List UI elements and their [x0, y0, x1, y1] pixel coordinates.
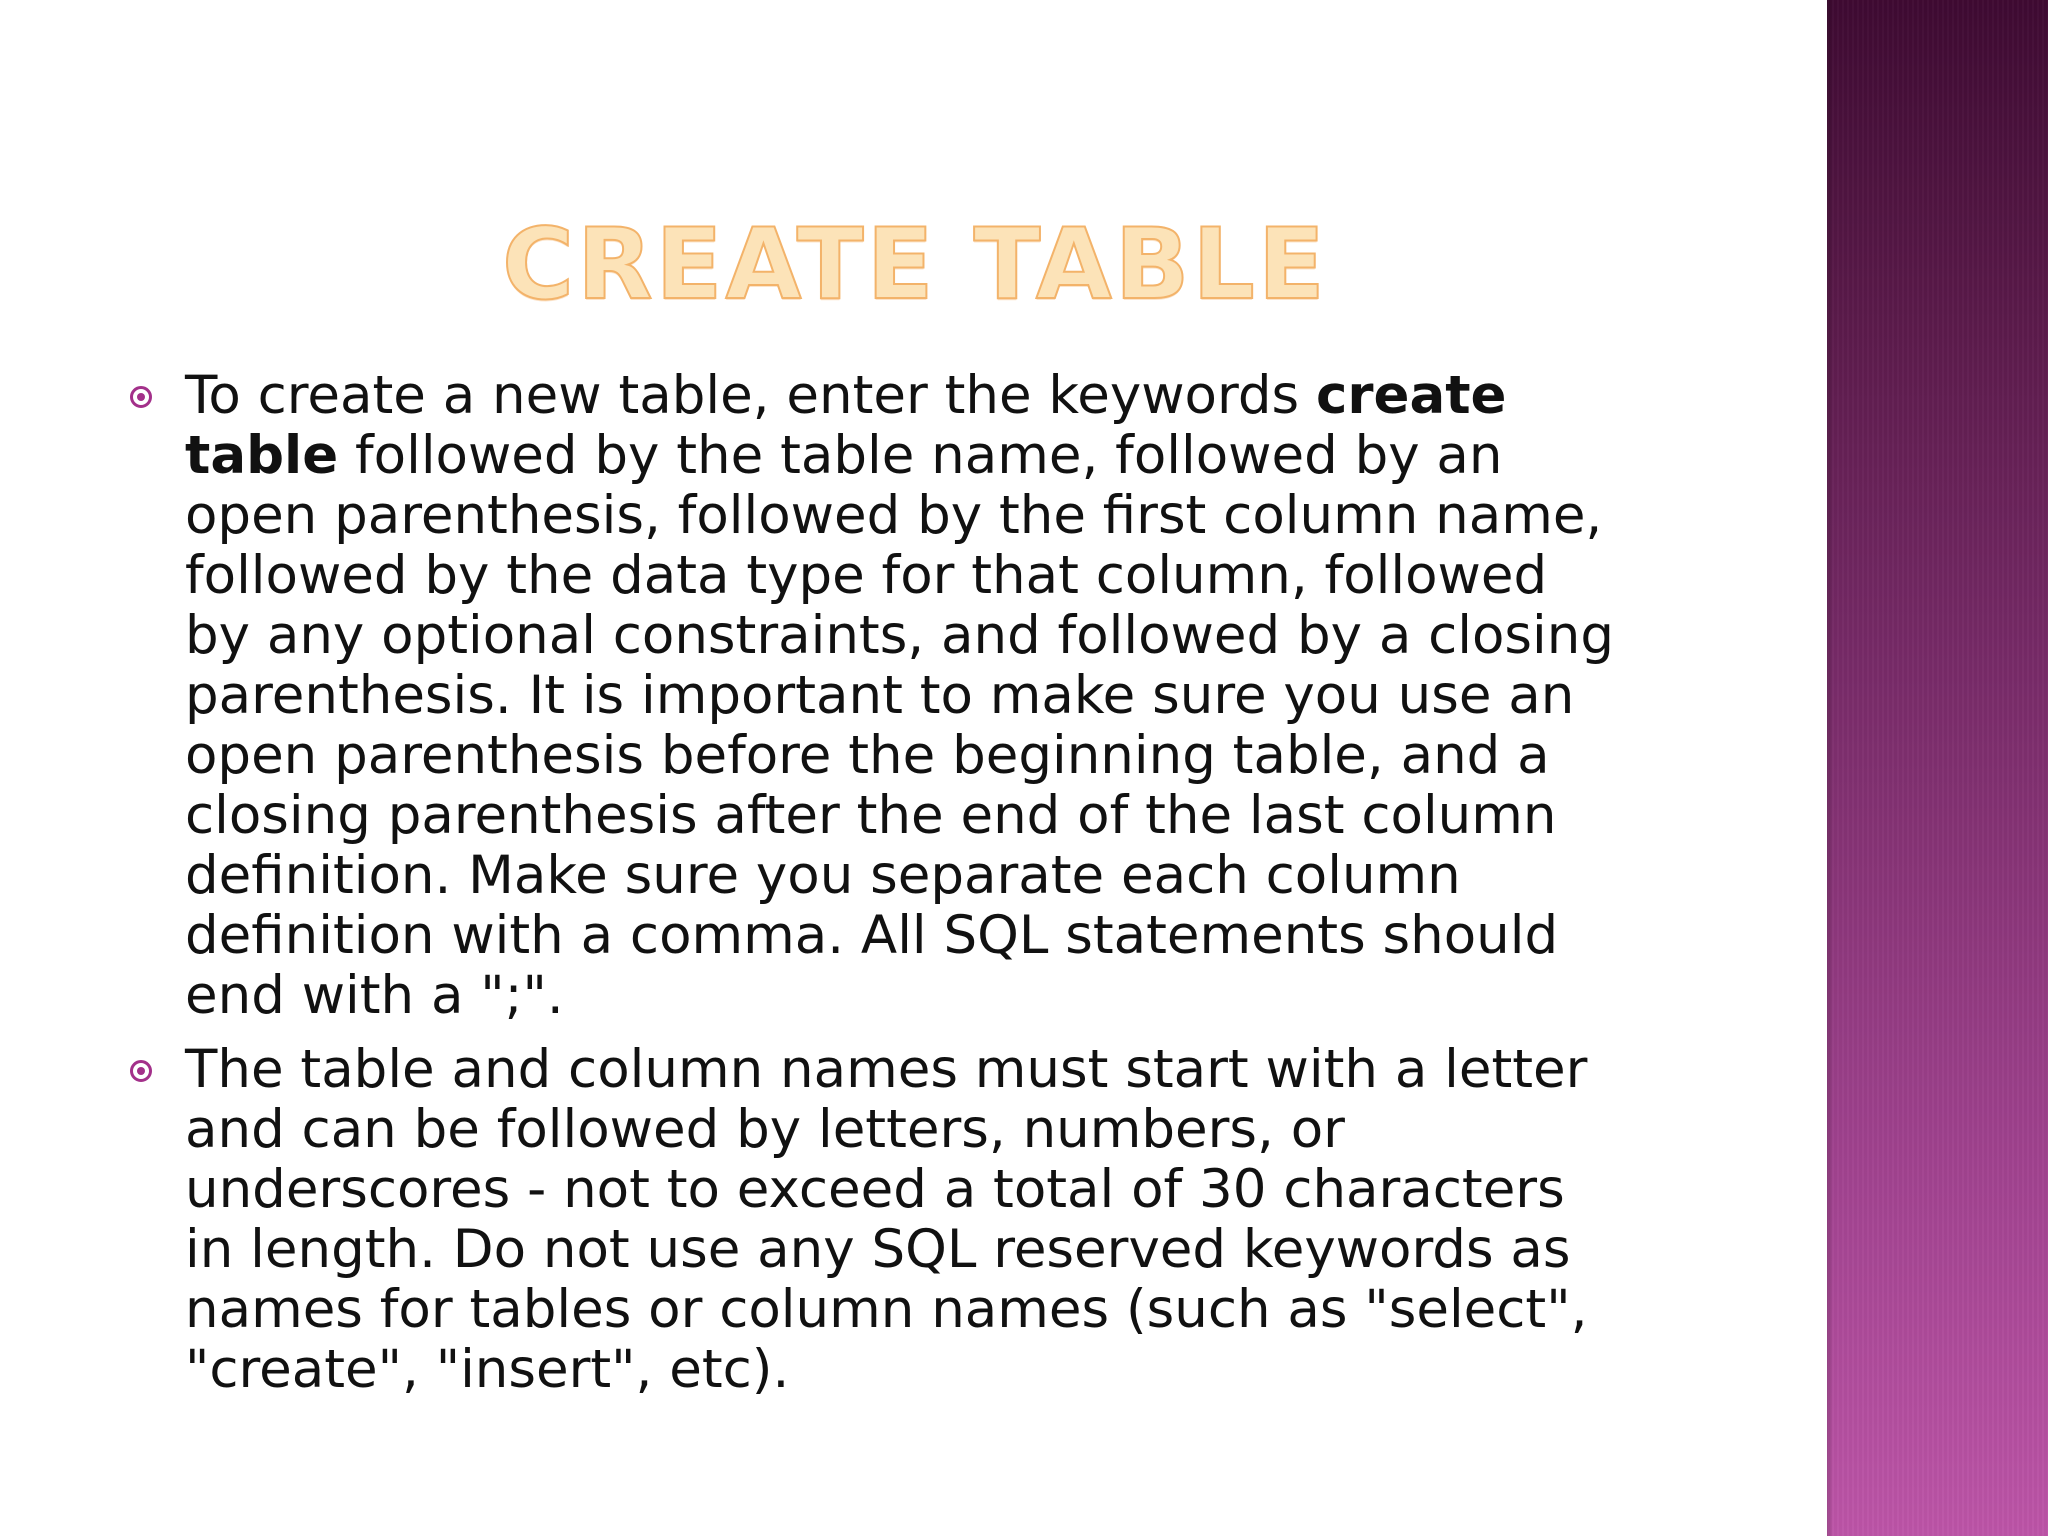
radio-bullet-icon: [130, 386, 152, 408]
bullet-item-2: [130, 1040, 1730, 1400]
decorative-side-panel: [1827, 0, 2048, 1536]
radio-bullet-icon: [130, 1060, 152, 1082]
bullet-line: open parenthesis before the beginning table, and a: [185, 725, 1550, 786]
bullet-line: To create a new table, enter the keywords create: [185, 365, 1507, 426]
bullet-item-1: [130, 366, 1730, 1026]
bullet-line: open parenthesis, followed by the first column name,: [185, 485, 1603, 546]
bullet-line: and can be followed by letters, numbers, or: [185, 1099, 1345, 1160]
bullet-line: end with a ";".: [185, 965, 564, 1026]
bullet-line: names for tables or column names (such as "select",: [185, 1279, 1588, 1340]
slide-content: [130, 366, 1730, 1400]
slide-title: CREATE TABLE: [502, 208, 1328, 322]
bullet-line: parenthesis. It is important to make sure you use an: [185, 665, 1575, 726]
bullet-line: in length. Do not use any SQL reserved keywords as: [185, 1219, 1571, 1280]
bullet-line: definition. Make sure you separate each column: [185, 845, 1461, 906]
bullet-line: followed by the data type for that column, followed: [185, 545, 1548, 606]
bullet-line: underscores - not to exceed a total of 30 characters: [185, 1159, 1565, 1220]
bullet-line: table followed by the table name, followed by an: [185, 425, 1503, 486]
keyword-bold: table: [185, 425, 339, 486]
bullet-line: closing parenthesis after the end of the last column: [185, 785, 1557, 846]
bullet-line: "create", "insert", etc).: [185, 1339, 790, 1400]
keyword-bold: create: [1315, 365, 1507, 426]
bullet-line: definition with a comma. All SQL statements should: [185, 905, 1559, 966]
bullet-line: by any optional constraints, and followed by a closing: [185, 605, 1615, 666]
bullet-line: The table and column names must start with a letter: [185, 1039, 1588, 1100]
